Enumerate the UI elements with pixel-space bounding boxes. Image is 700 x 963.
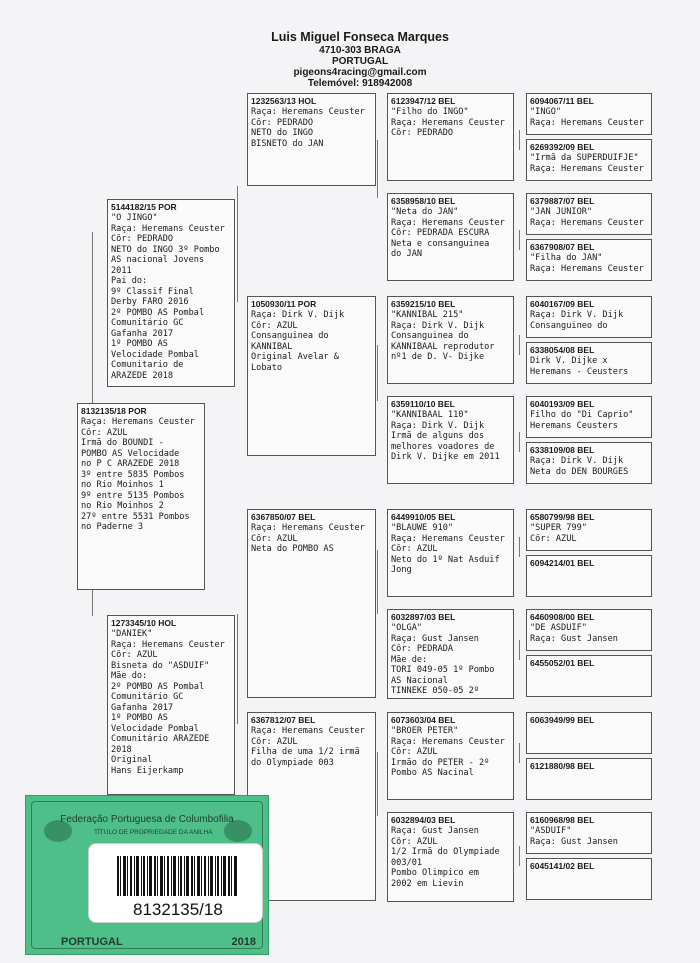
pigeon-line: Raça: Dirk V. Dijk bbox=[391, 320, 485, 331]
pigeon-ring-id: 6032897/03 BEL bbox=[391, 612, 456, 622]
pigeon-ring-id: 6367812/07 BEL bbox=[251, 715, 316, 725]
pigeon-line: nº1 de D. V- Dijke bbox=[391, 352, 485, 362]
pigeon-line: 2018 bbox=[111, 744, 132, 755]
pigeon-line: Irmã do BOUNDI - bbox=[81, 438, 164, 448]
pigeon-card-sire bbox=[107, 199, 235, 387]
pigeon-line: 9º Classif Final bbox=[111, 286, 194, 297]
pigeon-card-gggp bbox=[526, 342, 652, 384]
pigeon-ring-id: 6063949/99 BEL bbox=[530, 715, 595, 725]
pigeon-ring-id: 5144182/15 POR bbox=[111, 202, 177, 212]
pigeon-line: 1º POMBO ÁS bbox=[111, 713, 168, 723]
pigeon-line: Côr: AZUL bbox=[251, 320, 298, 331]
pigeon-line: 2º POMBO ÁS Pombal bbox=[111, 307, 205, 318]
breeder-header bbox=[200, 30, 520, 89]
pigeon-line: "INGO" bbox=[530, 107, 562, 117]
pigeon-card-gggp bbox=[526, 296, 652, 338]
pigeon-line: NETO do INGO 3º Pombo bbox=[111, 244, 220, 255]
pigeon-line: Original bbox=[111, 755, 153, 765]
pigeon-line: Pombo ÁS Nacinal bbox=[391, 768, 474, 778]
pigeon-card-gggp bbox=[526, 509, 652, 551]
connector-g-vertical bbox=[519, 335, 520, 355]
pigeon-line: ÁS nacional Jovens bbox=[111, 255, 205, 265]
pigeon-line: "BROER PETER" bbox=[391, 726, 459, 736]
pigeon-line: 9º entre 5135 Pombos bbox=[81, 490, 185, 501]
pigeon-line: Gafanha 2017 bbox=[111, 702, 174, 713]
breeder-phone: Telemóvel: 918942008 bbox=[307, 78, 413, 89]
pigeon-line: do JAN bbox=[391, 249, 423, 259]
pigeon-ring-id: 6367850/07 BEL bbox=[251, 512, 316, 522]
pigeon-line: Velocidade Pombal bbox=[111, 723, 199, 734]
pigeon-line: Côr: PEDRADO bbox=[111, 234, 174, 244]
pigeon-line: Comunitário GC bbox=[111, 318, 184, 328]
breeder-postal: 4710-303 BRAGA bbox=[319, 45, 401, 56]
pigeon-card-gggp bbox=[526, 139, 652, 181]
connector-g-vertical bbox=[519, 537, 520, 557]
pigeon-ring-id: 6359110/10 BEL bbox=[391, 399, 455, 409]
connector-sd-vertical bbox=[377, 345, 378, 401]
pigeon-ring-id: 6359215/10 BEL bbox=[391, 299, 456, 309]
connector-g-vertical bbox=[519, 846, 520, 866]
pigeon-line: 1º POMBO ÁS bbox=[111, 339, 168, 349]
pigeon-line: Lobato bbox=[251, 362, 283, 373]
pigeon-ring-id: 6455052/01 BEL bbox=[530, 658, 595, 668]
pigeon-line: 2º POMBO ÁS Pombal bbox=[111, 681, 205, 692]
pigeon-card-ggp bbox=[387, 93, 514, 181]
pigeon-ring-id: 6338054/08 BEL bbox=[530, 345, 595, 355]
pigeon-line: Raça: Heremans Ceuster bbox=[530, 217, 644, 228]
connector-g-vertical bbox=[519, 432, 520, 452]
pigeon-line: "KANNIBAL 215" bbox=[391, 310, 464, 320]
pigeon-card-ggp bbox=[387, 396, 514, 484]
pigeon-line: ARAZEDE 2018 bbox=[111, 370, 174, 381]
pigeon-ring-id: 8132135/18 POR bbox=[81, 406, 147, 416]
pigeon-line: Heremans - Ceusters bbox=[530, 366, 629, 377]
pigeon-line: "DANIEK" bbox=[111, 629, 153, 639]
pigeon-ring-id: 6073603/04 BEL bbox=[391, 715, 456, 725]
pigeon-line: Côr: AZUL bbox=[81, 427, 128, 438]
pigeon-line: no Rio Moinhos 2 bbox=[81, 501, 164, 511]
pigeon-line: Hans Eijerkamp bbox=[111, 765, 184, 776]
connector-dam-vertical bbox=[237, 614, 238, 724]
pigeon-ring-id: 6338109/08 BEL bbox=[530, 445, 595, 455]
pigeon-line: Raça: Heremans Ceuster bbox=[251, 523, 365, 533]
pigeon-card-ggp bbox=[387, 609, 514, 699]
pigeon-line: Raça: Heremans Ceuster bbox=[391, 217, 505, 228]
pigeon-line: Côr: PEDRADA bbox=[391, 644, 454, 654]
federation-name: Federação Portuguesa de Columbofilia bbox=[60, 814, 234, 825]
pigeon-card-gggp bbox=[526, 555, 652, 597]
pigeon-line: TINNEKE 050-05 2º bbox=[391, 686, 479, 696]
pigeon-line: Côr: AZUL bbox=[391, 544, 438, 554]
pigeon-line: 2002 em Lievin bbox=[391, 878, 464, 889]
pigeon-line: Filho do "Di Caprio" bbox=[530, 410, 634, 420]
connector-g-vertical bbox=[519, 640, 520, 660]
pigeon-ring-id: 6094214/01 BEL bbox=[530, 558, 595, 568]
pigeon-line: Derby FARO 2016 bbox=[111, 297, 189, 307]
pigeon-line: Raça: Heremans Ceuster bbox=[111, 639, 225, 650]
pigeon-line: Raça: Gust Jansen bbox=[391, 633, 479, 644]
pigeon-card-ggp bbox=[387, 509, 514, 597]
pigeon-line: do Olympiade 003 bbox=[251, 757, 334, 768]
pigeon-line: Neto do 1º Nat Asduif bbox=[391, 554, 500, 565]
pigeon-line: Raça: Heremans Ceuster bbox=[111, 223, 225, 234]
breeder-email[interactable]: pigeons4racing@gmail.com bbox=[293, 67, 427, 78]
breeder-country: PORTUGAL bbox=[331, 56, 389, 67]
pigeon-ring-id: 6358958/10 BEL bbox=[391, 196, 456, 206]
pigeon-ring-id: 6121880/98 BEL bbox=[530, 761, 595, 771]
sticker-year: 2018 bbox=[231, 936, 256, 948]
pigeon-line: "BLAUWE 910" bbox=[391, 523, 454, 533]
pigeon-line: Raça: Heremans Ceuster bbox=[530, 263, 644, 274]
pigeon-line: Irmão do PETER - 2º bbox=[391, 757, 490, 768]
connector-g-vertical bbox=[519, 230, 520, 250]
pigeon-line: "Neta do JAN" bbox=[391, 207, 459, 217]
barcode-panel bbox=[88, 843, 263, 923]
pigeon-line: 003/01 bbox=[391, 857, 423, 868]
connector-dd-vertical bbox=[377, 752, 378, 816]
pigeon-line: 27º entre 5531 Pombos bbox=[81, 511, 190, 522]
pigeon-line: "SUPER 799" bbox=[530, 523, 587, 533]
connector-ds-vertical bbox=[377, 550, 378, 614]
pigeon-line: "OLGA" bbox=[391, 623, 423, 633]
pigeon-line: Original Avelar & bbox=[251, 352, 339, 362]
pigeon-line: Raça: Heremans Ceuster bbox=[391, 117, 505, 128]
pigeon-card-sire-dam bbox=[247, 296, 376, 456]
pigeon-card-dam bbox=[107, 615, 235, 795]
pigeon-line: Côr: AZUL bbox=[251, 533, 298, 544]
pigeon-card-ggp bbox=[387, 296, 514, 384]
pigeon-line: Bisneta do "ASDUIF" bbox=[111, 660, 210, 671]
pigeon-line: Consanguinea do bbox=[391, 331, 469, 341]
pigeon-line: Côr: AZUL bbox=[530, 533, 577, 544]
pigeon-line: Côr: AZUL bbox=[111, 650, 158, 660]
sticker-title: TÍTULO DE PROPRIEDADE DA ANILHA bbox=[94, 829, 213, 836]
pigeon-line: ÁS Nacional bbox=[391, 675, 448, 686]
pigeon-line: "Filha do JAN" bbox=[530, 253, 603, 263]
pigeon-line: Raça: Dirk V. Dijk bbox=[391, 420, 485, 431]
pigeon-line: Raça: Dirk V. Dijk bbox=[530, 456, 624, 466]
pigeon-ring-id: 6032894/03 BEL bbox=[391, 815, 456, 825]
connector-main-vertical-down bbox=[92, 590, 93, 616]
connector-ss-vertical bbox=[377, 140, 378, 198]
pigeon-card-main bbox=[77, 403, 205, 590]
pigeon-card-ggp bbox=[387, 712, 514, 800]
pigeon-line: Gafanha 2017 bbox=[111, 328, 174, 339]
pigeon-line: Dirk V. Dijke x bbox=[530, 356, 608, 366]
pigeon-ring-id: 1232563/13 HOL bbox=[251, 96, 317, 106]
pigeon-card-gggp bbox=[526, 239, 652, 281]
pigeon-line: Filha de uma 1/2 irmã bbox=[251, 747, 360, 757]
pigeon-line: Raça: Gust Jansen bbox=[391, 826, 479, 836]
pigeon-line: Côr: AZUL bbox=[391, 747, 438, 757]
barcode-icon bbox=[117, 856, 237, 896]
pigeon-line: Jong bbox=[391, 565, 412, 575]
pigeon-line: Velocidade Pombal bbox=[111, 349, 199, 360]
pigeon-line: Raça: Heremans Ceuster bbox=[251, 107, 365, 117]
pigeon-ring-id: 6269392/09 BEL bbox=[530, 142, 595, 152]
pigeon-line: Raça: Heremans Ceuster bbox=[81, 417, 195, 427]
pigeon-line: no P C ARAZEDE 2018 bbox=[81, 459, 180, 469]
pigeon-line: Heremans Ceusters bbox=[530, 420, 618, 431]
pigeon-ring-id: 6379887/07 BEL bbox=[530, 196, 595, 206]
pigeon-line: Raça: Heremans Ceuster bbox=[391, 736, 505, 747]
pigeon-line: Pombo Olimpico em bbox=[391, 868, 479, 878]
pigeon-line: Raça: Heremans Ceuster bbox=[251, 726, 365, 736]
connector-sire-vertical bbox=[237, 186, 238, 302]
pigeon-line: Côr: PEDRADO bbox=[251, 117, 314, 128]
connector-g-vertical bbox=[519, 743, 520, 763]
pigeon-line: Pai do: bbox=[111, 276, 148, 286]
pigeon-line: Raça: Dirk V. Dijk bbox=[251, 310, 345, 320]
pigeon-ring-id: 1050930/11 POR bbox=[251, 299, 317, 309]
pigeon-line: no Paderne 3 bbox=[81, 522, 144, 532]
pigeon-line: 1/2 Irmã do Olympiade bbox=[391, 847, 500, 857]
pigeon-line: Raça: Heremans Ceuster bbox=[530, 163, 644, 174]
pigeon-card-gggp bbox=[526, 858, 652, 900]
pigeon-line: Raça: Gust Jansen bbox=[530, 836, 618, 847]
pigeon-card-gggp bbox=[526, 655, 652, 697]
pigeon-line: KANNIBAL bbox=[251, 341, 293, 352]
pigeon-line: Côr: PEDRADA ESCURA bbox=[391, 228, 490, 238]
pigeon-line: Neta e consanguinea bbox=[391, 238, 490, 249]
pigeon-line: TORI 049-05 1º Pombo bbox=[391, 665, 495, 675]
pigeon-line: Mãe do: bbox=[111, 671, 148, 681]
pigeon-ring-id: 6460908/00 BEL bbox=[530, 612, 595, 622]
pigeon-line: Côr: AZUL bbox=[391, 836, 438, 847]
pigeon-card-gggp bbox=[526, 609, 652, 651]
pigeon-line: POMBO ÁS Velocidade bbox=[81, 448, 180, 459]
pigeon-ring-id: 6094067/11 BEL bbox=[530, 96, 594, 106]
sticker-country: PORTUGAL bbox=[61, 936, 123, 948]
pigeon-ring-id: 6449910/05 BEL bbox=[391, 512, 456, 522]
pigeon-ring-id: 6367908/07 BEL bbox=[530, 242, 595, 252]
pigeon-line: "O JINGO" bbox=[111, 213, 158, 223]
pigeon-line: no Rio Moinhos 1 bbox=[81, 480, 164, 490]
pigeon-line: "DE ASDUIF" bbox=[530, 623, 587, 633]
pigeon-line: Raça: Heremans Ceuster bbox=[530, 117, 644, 128]
pigeon-ring-id: 6040193/09 BEL bbox=[530, 399, 595, 409]
pigeon-line: Côr: AZUL bbox=[251, 736, 298, 747]
pigeon-line: Consanguinea do bbox=[251, 331, 329, 341]
pigeon-card-ggp bbox=[387, 193, 514, 281]
pigeon-card-gggp bbox=[526, 442, 652, 484]
pigeon-line: Irmã de alguns dos bbox=[391, 431, 485, 441]
pigeon-card-gggp bbox=[526, 93, 652, 135]
pigeon-line: Comunitário ARAZEDE bbox=[111, 734, 210, 744]
pigeon-line: 2011 bbox=[111, 265, 132, 276]
ring-ownership-sticker bbox=[25, 795, 269, 955]
pigeon-line: Consanguineo do bbox=[530, 320, 608, 331]
ring-number: 8132135/18 bbox=[133, 900, 223, 919]
pigeon-line: Neta do DEN BOURGES bbox=[530, 466, 629, 477]
pigeon-line: "Filho do INGO" bbox=[391, 107, 469, 117]
pigeon-line: Raça: Heremans Ceuster bbox=[391, 533, 505, 544]
pigeon-card-gggp bbox=[526, 396, 652, 438]
pigeon-line: Raça: Dirk V. Dijk bbox=[530, 310, 624, 320]
pigeon-line: Raça: Gust Jansen bbox=[530, 633, 618, 644]
breeder-name: Luis Miguel Fonseca Marques bbox=[271, 30, 449, 44]
pigeon-line: NETO do INGO bbox=[251, 128, 314, 138]
pigeon-line: Dirk V. Dijke em 2011 bbox=[391, 452, 500, 462]
pigeon-card-dam-sire bbox=[247, 509, 376, 698]
pigeon-line: "KANNIBAAL 110" bbox=[391, 410, 469, 420]
pigeon-card-sire-sire bbox=[247, 93, 376, 186]
pigeon-line: 3º entre 5835 Pombos bbox=[81, 469, 185, 480]
pigeon-line: Neta do POMBO ÁS bbox=[251, 544, 334, 554]
pigeon-line: "JAN JUNIOR" bbox=[530, 207, 593, 217]
pigeon-ring-id: 6580799/98 BEL bbox=[530, 512, 595, 522]
pigeon-line: Comunitário GC bbox=[111, 692, 184, 702]
pigeon-line: KANNIBAAL reprodutor bbox=[391, 341, 495, 352]
pigeon-ring-id: 6040167/09 BEL bbox=[530, 299, 595, 309]
pigeon-line: "ASDUIF" bbox=[530, 826, 572, 836]
pigeon-line: Mãe de: bbox=[391, 654, 428, 665]
pigeon-card-gggp bbox=[526, 712, 652, 754]
connector-main-vertical bbox=[92, 232, 93, 404]
pigeon-ring-id: 6123947/12 BEL bbox=[391, 96, 456, 106]
pigeon-line: Comunitario de bbox=[111, 360, 184, 370]
connector-g-vertical bbox=[519, 130, 520, 150]
pigeon-ring-id: 1273345/10 HOL bbox=[111, 618, 177, 628]
pigeon-line: melhores voadores de bbox=[391, 441, 495, 452]
pigeon-line: Côr: PEDRADO bbox=[391, 128, 454, 138]
pigeon-ring-id: 6045141/02 BEL bbox=[530, 861, 595, 871]
pigeon-card-gggp bbox=[526, 193, 652, 235]
pigeon-line: "Irmã da SUPERDUIFJE" bbox=[530, 153, 639, 163]
pigeon-line: BISNETO do JAN bbox=[251, 138, 324, 149]
pigeon-ring-id: 6160968/98 BEL bbox=[530, 815, 595, 825]
pigeon-card-gggp bbox=[526, 758, 652, 800]
pigeon-card-ggp bbox=[387, 812, 514, 902]
pigeon-card-gggp bbox=[526, 812, 652, 854]
